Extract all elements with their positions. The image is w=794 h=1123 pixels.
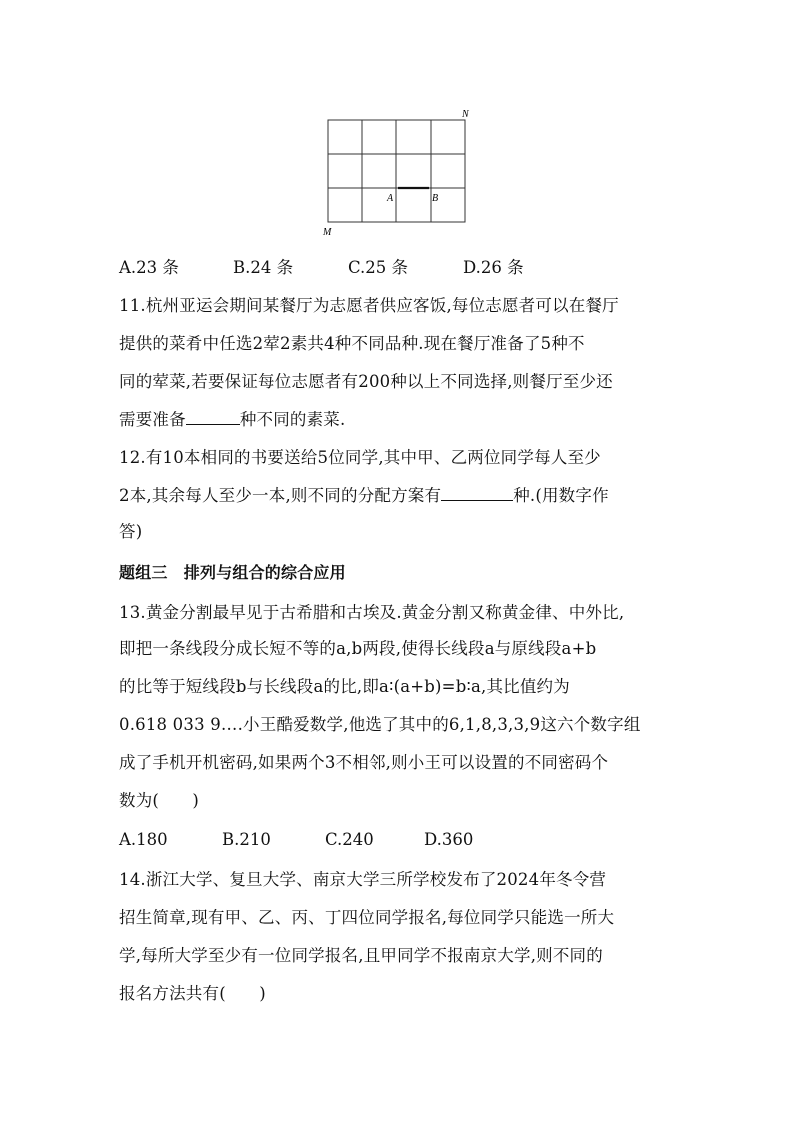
label-a: A (387, 193, 394, 204)
q12-line-3: 答) (119, 522, 143, 541)
q13-line-3: 的比等于短线段b与长线段a的比,即a∶(a+b)=b∶a,其比值约为 (119, 677, 570, 696)
q13-line-4: 0.618 033 9….小王酷爱数学,他选了其中的6,1,8,3,3,9这六个数字组 (119, 715, 641, 734)
q11-line-4-post: 种不同的素菜. (239, 410, 346, 429)
q14-line-4: 报名方法共有( ) (119, 984, 266, 1003)
q12-line-1: 12.有10本相同的书要送给5位同学,其中甲、乙两位同学每人至少 (119, 448, 601, 467)
q11-line-1: 11.杭州亚运会期间某餐厅为志愿者供应客饭,每位志愿者可以在餐厅 (119, 296, 619, 315)
q12-answer-blank (441, 499, 513, 501)
q10-option-a: A.23 条 (119, 258, 179, 277)
q11-answer-blank (186, 423, 240, 425)
grid-figure (320, 104, 480, 240)
q12-line-2-post: 种.(用数字作 (513, 486, 609, 505)
q12-line-2-pre: 2本,其余每人至少一本,则不同的分配方案有 (119, 486, 442, 505)
label-b: B (432, 193, 439, 204)
q13-line-5: 成了手机开机密码,如果两个3不相邻,则小王可以设置的不同密码个 (119, 753, 609, 772)
q11-line-4 (119, 407, 345, 433)
q13-option-d: D.360 (424, 830, 474, 849)
label-n: N (462, 109, 469, 120)
q12-line-2 (119, 483, 609, 509)
q13-option-a: A.180 (119, 830, 168, 849)
q14-line-1: 14.浙江大学、复旦大学、南京大学三所学校发布了2024年冬令营 (119, 870, 607, 889)
q13-line-2: 即把一条线段分成长短不等的a,b两段,使得长线段a与原线段a+b (119, 639, 597, 658)
q13-option-b: B.210 (222, 830, 271, 849)
label-m: M (323, 227, 332, 238)
q11-line-2: 提供的菜肴中任选2荤2素共4种不同品种.现在餐厅准备了5种不 (119, 334, 585, 353)
q14-line-3: 学,每所大学至少有一位同学报名,且甲同学不报南京大学,则不同的 (119, 946, 603, 965)
q11-line-4-pre: 需要准备 (119, 410, 186, 429)
q10-option-b: B.24 条 (233, 258, 294, 277)
q10-option-c: C.25 条 (348, 258, 409, 277)
q10-option-d: D.26 条 (463, 258, 524, 277)
q13-option-c: C.240 (325, 830, 374, 849)
q13-line-6: 数为( ) (119, 791, 200, 810)
q14-line-2: 招生简章,现有甲、乙、丙、丁四位同学报名,每位同学只能选一所大 (119, 908, 615, 927)
q13-line-1: 13.黄金分割最早见于古希腊和古埃及.黄金分割又称黄金律、中外比, (119, 603, 625, 622)
q11-line-3: 同的荤菜,若要保证每位志愿者有200种以上不同选择,则餐厅至少还 (119, 372, 613, 391)
section-3-title: 题组三 排列与组合的综合应用 (119, 563, 346, 582)
